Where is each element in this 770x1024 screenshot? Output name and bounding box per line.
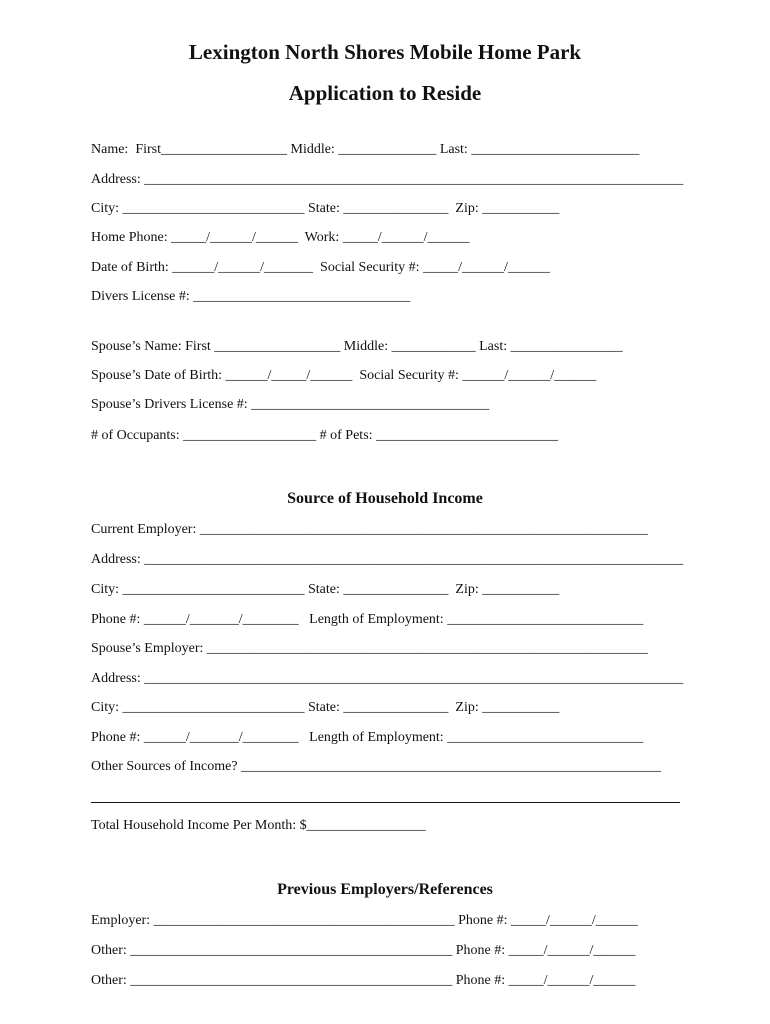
reference-employer-field[interactable]: Employer: ___________________________________________ Phone #: _____/______/______ (91, 913, 638, 928)
employer-city-state-zip-fields[interactable]: City: __________________________ State: _______________ Zip: ___________ (91, 582, 560, 597)
spouse-employer-field[interactable]: Spouse’s Employer: _______________________________________________________________ (91, 641, 648, 656)
other-income-field[interactable]: Other Sources of Income? ____________________________________________________________ (91, 759, 662, 774)
occupants-pets-fields[interactable]: # of Occupants: ___________________ # of Pets: __________________________ (91, 428, 559, 443)
applicant-name-fields[interactable]: Name: First__________________ Middle: ______________ Last: ________________________ (91, 142, 640, 157)
spouse-drivers-license-field[interactable]: Spouse’s Drivers License #: __________________________________ (91, 397, 490, 412)
applicant-phone-fields[interactable]: Home Phone: _____/______/______ Work: _____/______/______ (91, 230, 470, 245)
income-section-heading: Source of Household Income (287, 490, 483, 507)
total-income-field[interactable]: Total Household Income Per Month: $_________________ (91, 818, 426, 833)
spouse-employer-city-state-zip-fields[interactable]: City: __________________________ State: _______________ Zip: ___________ (91, 700, 560, 715)
applicant-drivers-license-field[interactable]: Divers License #: _______________________________ (91, 289, 411, 304)
applicant-city-state-zip-fields[interactable]: City: __________________________ State: _______________ Zip: ___________ (91, 201, 560, 216)
spouse-name-fields[interactable]: Spouse’s Name: First __________________ Middle: ____________ Last: ________________ (91, 339, 623, 354)
reference-other-field-2[interactable]: Other: ______________________________________________ Phone #: _____/______/______ (91, 973, 636, 988)
other-income-continuation-line[interactable] (91, 802, 680, 803)
current-employer-field[interactable]: Current Employer: ________________________________________________________________ (91, 522, 648, 537)
reference-other-field-1[interactable]: Other: ______________________________________________ Phone #: _____/______/______ (91, 943, 636, 958)
spouse-employer-phone-length-fields[interactable]: Phone #: ______/_______/________ Length of Employment: ____________________________ (91, 730, 644, 745)
page-title: Lexington North Shores Mobile Home Park (188, 40, 582, 64)
applicant-dob-ssn-fields[interactable]: Date of Birth: ______/______/_______ Social Security #: _____/______/______ (91, 260, 550, 275)
employer-phone-length-fields[interactable]: Phone #: ______/_______/________ Length of Employment: ____________________________ (91, 612, 644, 627)
page-subtitle: Application to Reside (288, 81, 482, 105)
spouse-dob-ssn-fields[interactable]: Spouse’s Date of Birth: ______/_____/______ Social Security #: ______/______/______ (91, 368, 597, 383)
references-section-heading: Previous Employers/References (277, 881, 493, 898)
applicant-address-field[interactable]: Address: _____________________________________________________________________________ (91, 172, 684, 187)
spouse-employer-address-field[interactable]: Address: _____________________________________________________________________________ (91, 671, 684, 686)
employer-address-field[interactable]: Address: _____________________________________________________________________________ (91, 552, 684, 567)
